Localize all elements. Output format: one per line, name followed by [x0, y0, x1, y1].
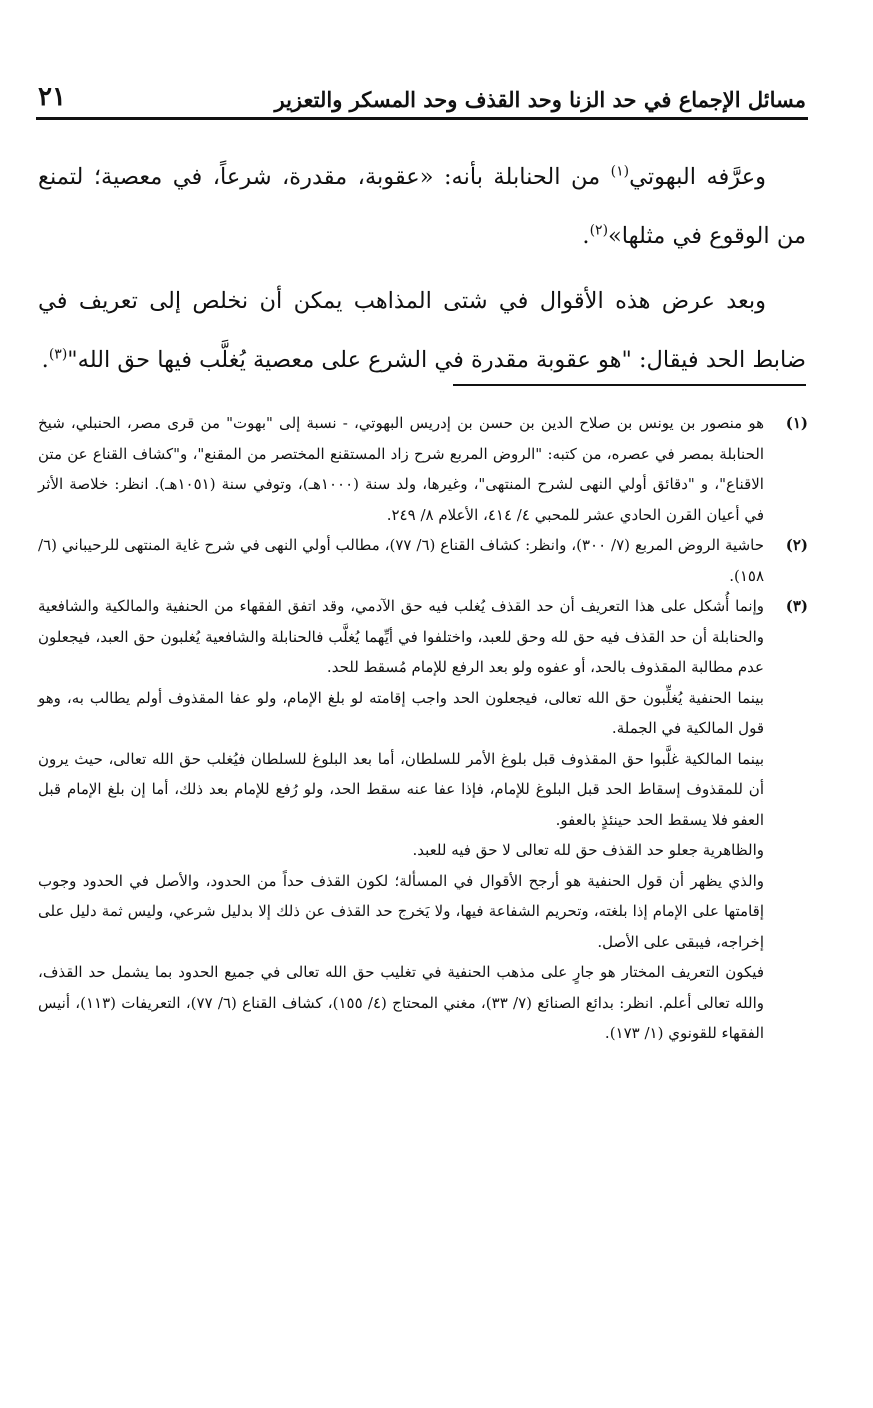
header-rule: [36, 117, 808, 120]
paragraph: [38, 148, 806, 266]
footnote-separator: [453, 384, 806, 386]
footnote-1: [38, 408, 808, 530]
footnote-paragraph: هو منصور بن يونس بن صلاح الدين بن حسن بن إدريس البهوتي، - نسبة إلى "بهوت" من قرى مصر، الحنبلي، شيخ الحنابلة بمصر في عصره، من كتبه: "الروض المربع شرح زاد المستقنع المختصر من المقنع"، و"كشاف القناع عن متن الاقناع"، و "دقائق أولي النهى لشرح المنتهى"، وغيرها، ولد سنة (١٠٠٠هـ)، وتوفي سنة (١٠٥١هـ). انظر: خلاصة الأثر في أعيان القرن الحادي عشر للمحبي ٤/ ٤١٤، الأعلام ٨/ ٢٤٩.: [38, 414, 764, 524]
footnote-body: [38, 530, 764, 591]
text-run: وعرَّفه البهوتي: [629, 164, 766, 190]
footnote-number: (٣): [785, 597, 808, 615]
footnote-number: (٢): [785, 536, 808, 554]
text-run: من الحنابلة بأنه: «عقوبة، مقدرة، شرعاً، في معصية؛ لتمنع من الوقوع في مثلها»: [38, 164, 806, 249]
footnote-ref: (٢): [589, 222, 609, 239]
footnote-paragraph: بينما الحنفية يُغلِّبون حق الله تعالى، فيجعلون الحد واجب إقامته لو بلغ الإمام، ولو عفا المقذوف أولم يطالب به، وهو قول المالكية في الجملة.: [38, 688, 764, 737]
page-number: ٢١: [38, 82, 66, 112]
footnote-paragraph: والظاهرية جعلو حد القذف حق لله تعالى لا حق فيه للعبد.: [412, 841, 764, 859]
footnote-paragraph: والذي يظهر أن قول الحنفية هو أرجح الأقوال في المسألة؛ لكون القذف حداً من الحدود، والأصل في الحدود وجوب إقامتها على الإمام إذا بلغته، وتحريم الشفاعة فيها، ولا يَخرج حد القذف عن ذلك إلا بدليل شرعي، وليس ثمة دليل على إخراجه، فيبقى على الأصل.: [38, 871, 764, 951]
footnote-ref: (٣): [48, 346, 68, 363]
footnote-3: [38, 591, 808, 1049]
footnote-body: [38, 408, 764, 530]
text-run: .: [41, 347, 49, 373]
footnote-2: [38, 530, 808, 591]
footnote-paragraph: وإنما أُشكل على هذا التعريف أن حد القذف يُغلب فيه حق الآدمي، وقد اتفق الفقهاء من الحنفية والمالكية والشافعية والحنابلة أن حد القذف فيه حق لله وحق للعبد، واختلفوا في أيِّهما يُغلَّب فالحنابلة والشافعية يُغلبون حق العبد، فيجعلون عدم مطالبة المقذوف بالحد، أو عفوه ولو بعد الرفع للإمام مُسقط للحد.: [38, 597, 764, 676]
header-title: مسائل الإجماع في حد الزنا وحد القذف وحد المسكر والتعزير: [274, 87, 806, 112]
footnotes: [38, 408, 808, 1049]
footnote-ref: (١): [610, 163, 630, 180]
text-run: وبعد عرض هذه الأقوال في شتى المذاهب يمكن أن نخلص إلى تعريف في ضابط الحد فيقال: "هو عقوبة مقدرة في الشرع على معصية يُغلَّب فيها حق الله": [38, 288, 806, 373]
running-header: [38, 78, 806, 112]
text-run: .: [582, 223, 590, 249]
footnote-paragraph: فيكون التعريف المختار هو جارٍ على مذهب الحنفية في تغليب حق الله تعالى في جميع الحدود بما يشمل حد القذف، والله تعالى أعلم. انظر: بدائع الصنائع (٧/ ٣٣)، مغني المحتاج (٤/ ١٥٥)، كشاف القناع (٦/ ٧٧)، التعريفات (١١٣)، أنيس الفقهاء للقونوي (١/ ١٧٣).: [38, 963, 764, 1042]
footnote-paragraph: بينما المالكية غلَّبوا حق المقذوف قبل بلوغ الأمر للسلطان، أما بعد البلوغ للسلطان فيُغلب حق الله تعالى، حيث يرون أن للمقذوف إسقاط الحد قبل البلوغ للإمام، فإذا عفا عنه سقط الحد، ولو رُفع للإمام بعد ذلك، أما إن بلغ الإمام قبل العفو فلا يسقط الحد حينئذٍ بالعفو.: [38, 749, 764, 829]
main-text: [38, 148, 806, 390]
footnote-paragraph: حاشية الروض المربع (٧/ ٣٠٠)، وانظر: كشاف القناع (٦/ ٧٧)، مطالب أولي النهى في شرح غاية المنتهى للرحيباني (٦/ ١٥٨).: [38, 536, 764, 585]
paragraph: [38, 272, 806, 390]
footnote-body: [38, 591, 764, 1049]
footnote-number: (١): [785, 414, 808, 432]
